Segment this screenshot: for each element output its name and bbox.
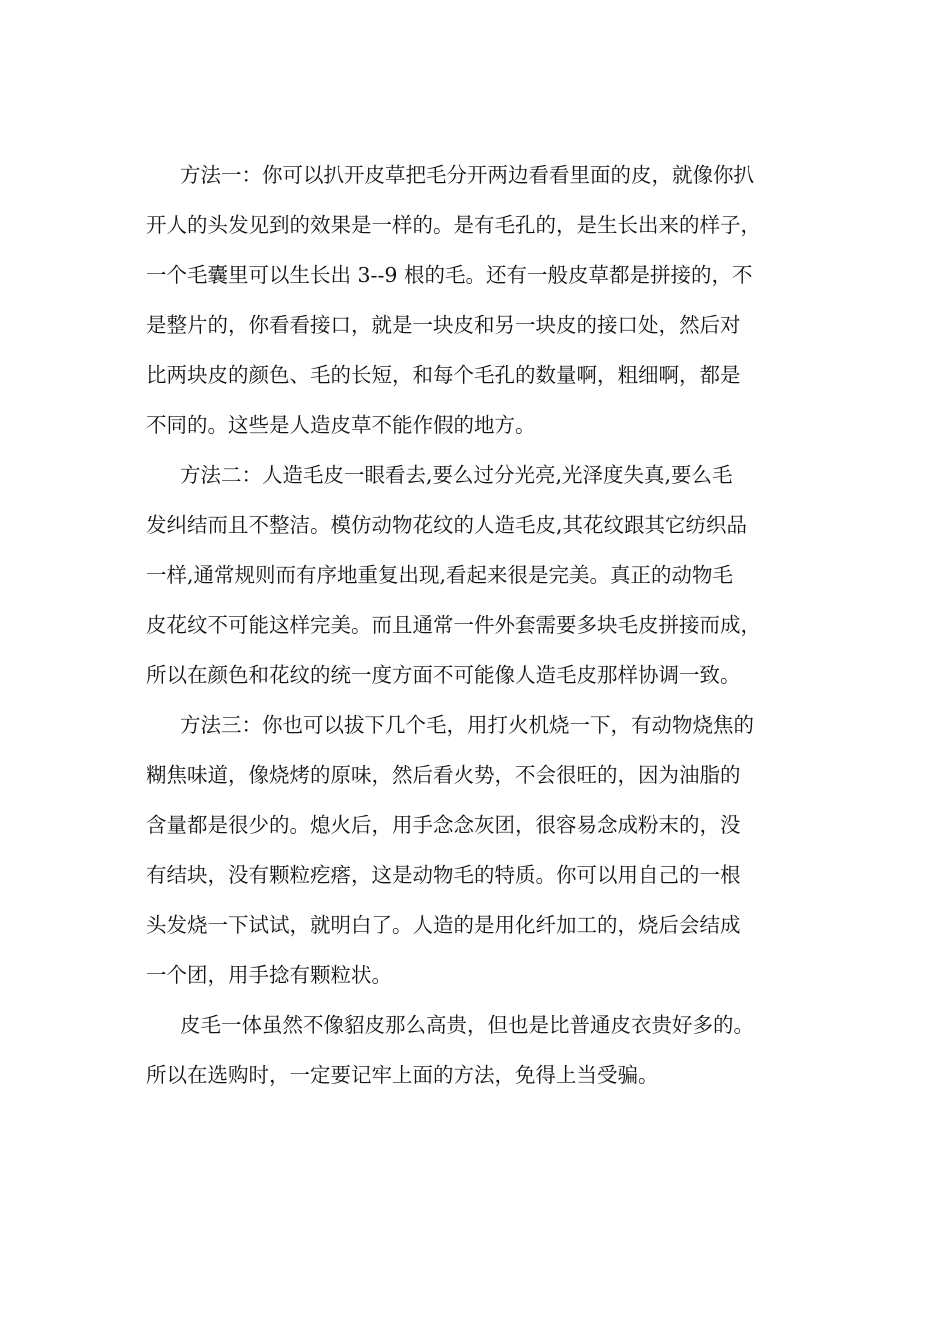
text-line: 所以在选购时，一定要记牢上面的方法，免得上当受骗。 <box>146 1063 659 1087</box>
text-line: 不同的。这些是人造皮草不能作假的地方。 <box>146 413 536 437</box>
paragraph-conclusion <box>146 1000 806 1100</box>
text-line: 比两块皮的颜色、毛的长短，和每个毛孔的数量啊，粗细啊，都是 <box>146 363 741 387</box>
text-line: 开人的头发见到的效果是一样的。是有毛孔的，是生长出来的样子， <box>146 213 761 237</box>
paragraph-method-three <box>146 700 806 1000</box>
text-line: 皮花纹不可能这样完美。而且通常一件外套需要多块毛皮拼接而成， <box>146 613 761 637</box>
paragraph-method-two <box>146 450 806 700</box>
text-line: 一样,通常规则而有序地重复出现,看起来很是完美。真正的动物毛 <box>146 563 734 587</box>
document-body <box>146 150 806 1100</box>
paragraph-method-one <box>146 150 806 450</box>
text-line: 所以在颜色和花纹的统一度方面不可能像人造毛皮那样协调一致。 <box>146 663 741 687</box>
text-line: 方法三：你也可以拔下几个毛，用打火机烧一下，有动物烧焦的 <box>180 713 754 737</box>
text-line: 头发烧一下试试，就明白了。人造的是用化纤加工的，烧后会结成 <box>146 913 741 937</box>
text-line: 皮毛一体虽然不像貂皮那么高贵，但也是比普通皮衣贵好多的。 <box>180 1013 754 1037</box>
text-line: 发纠结而且不整洁。模仿动物花纹的人造毛皮,其花纹跟其它纺织品 <box>146 513 748 537</box>
text-line: 有结块，没有颗粒疙瘩，这是动物毛的特质。你可以用自己的一根 <box>146 863 741 887</box>
text-line: 一个团，用手捻有颗粒状。 <box>146 963 392 987</box>
text-line: 方法一：你可以扒开皮草把毛分开两边看看里面的皮，就像你扒 <box>180 163 754 187</box>
text-line: 方法二：人造毛皮一眼看去,要么过分光亮,光泽度失真,要么毛 <box>180 463 733 487</box>
text-line: 糊焦味道，像烧烤的原味，然后看火势，不会很旺的，因为油脂的 <box>146 763 741 787</box>
text-line: 一个毛囊里可以生长出 3--9 根的毛。还有一般皮草都是拼接的，不 <box>146 263 753 287</box>
text-line: 含量都是很少的。熄火后，用手念念灰团，很容易念成粉末的，没 <box>146 813 741 837</box>
text-line: 是整片的，你看看接口，就是一块皮和另一块皮的接口处，然后对 <box>146 313 741 337</box>
